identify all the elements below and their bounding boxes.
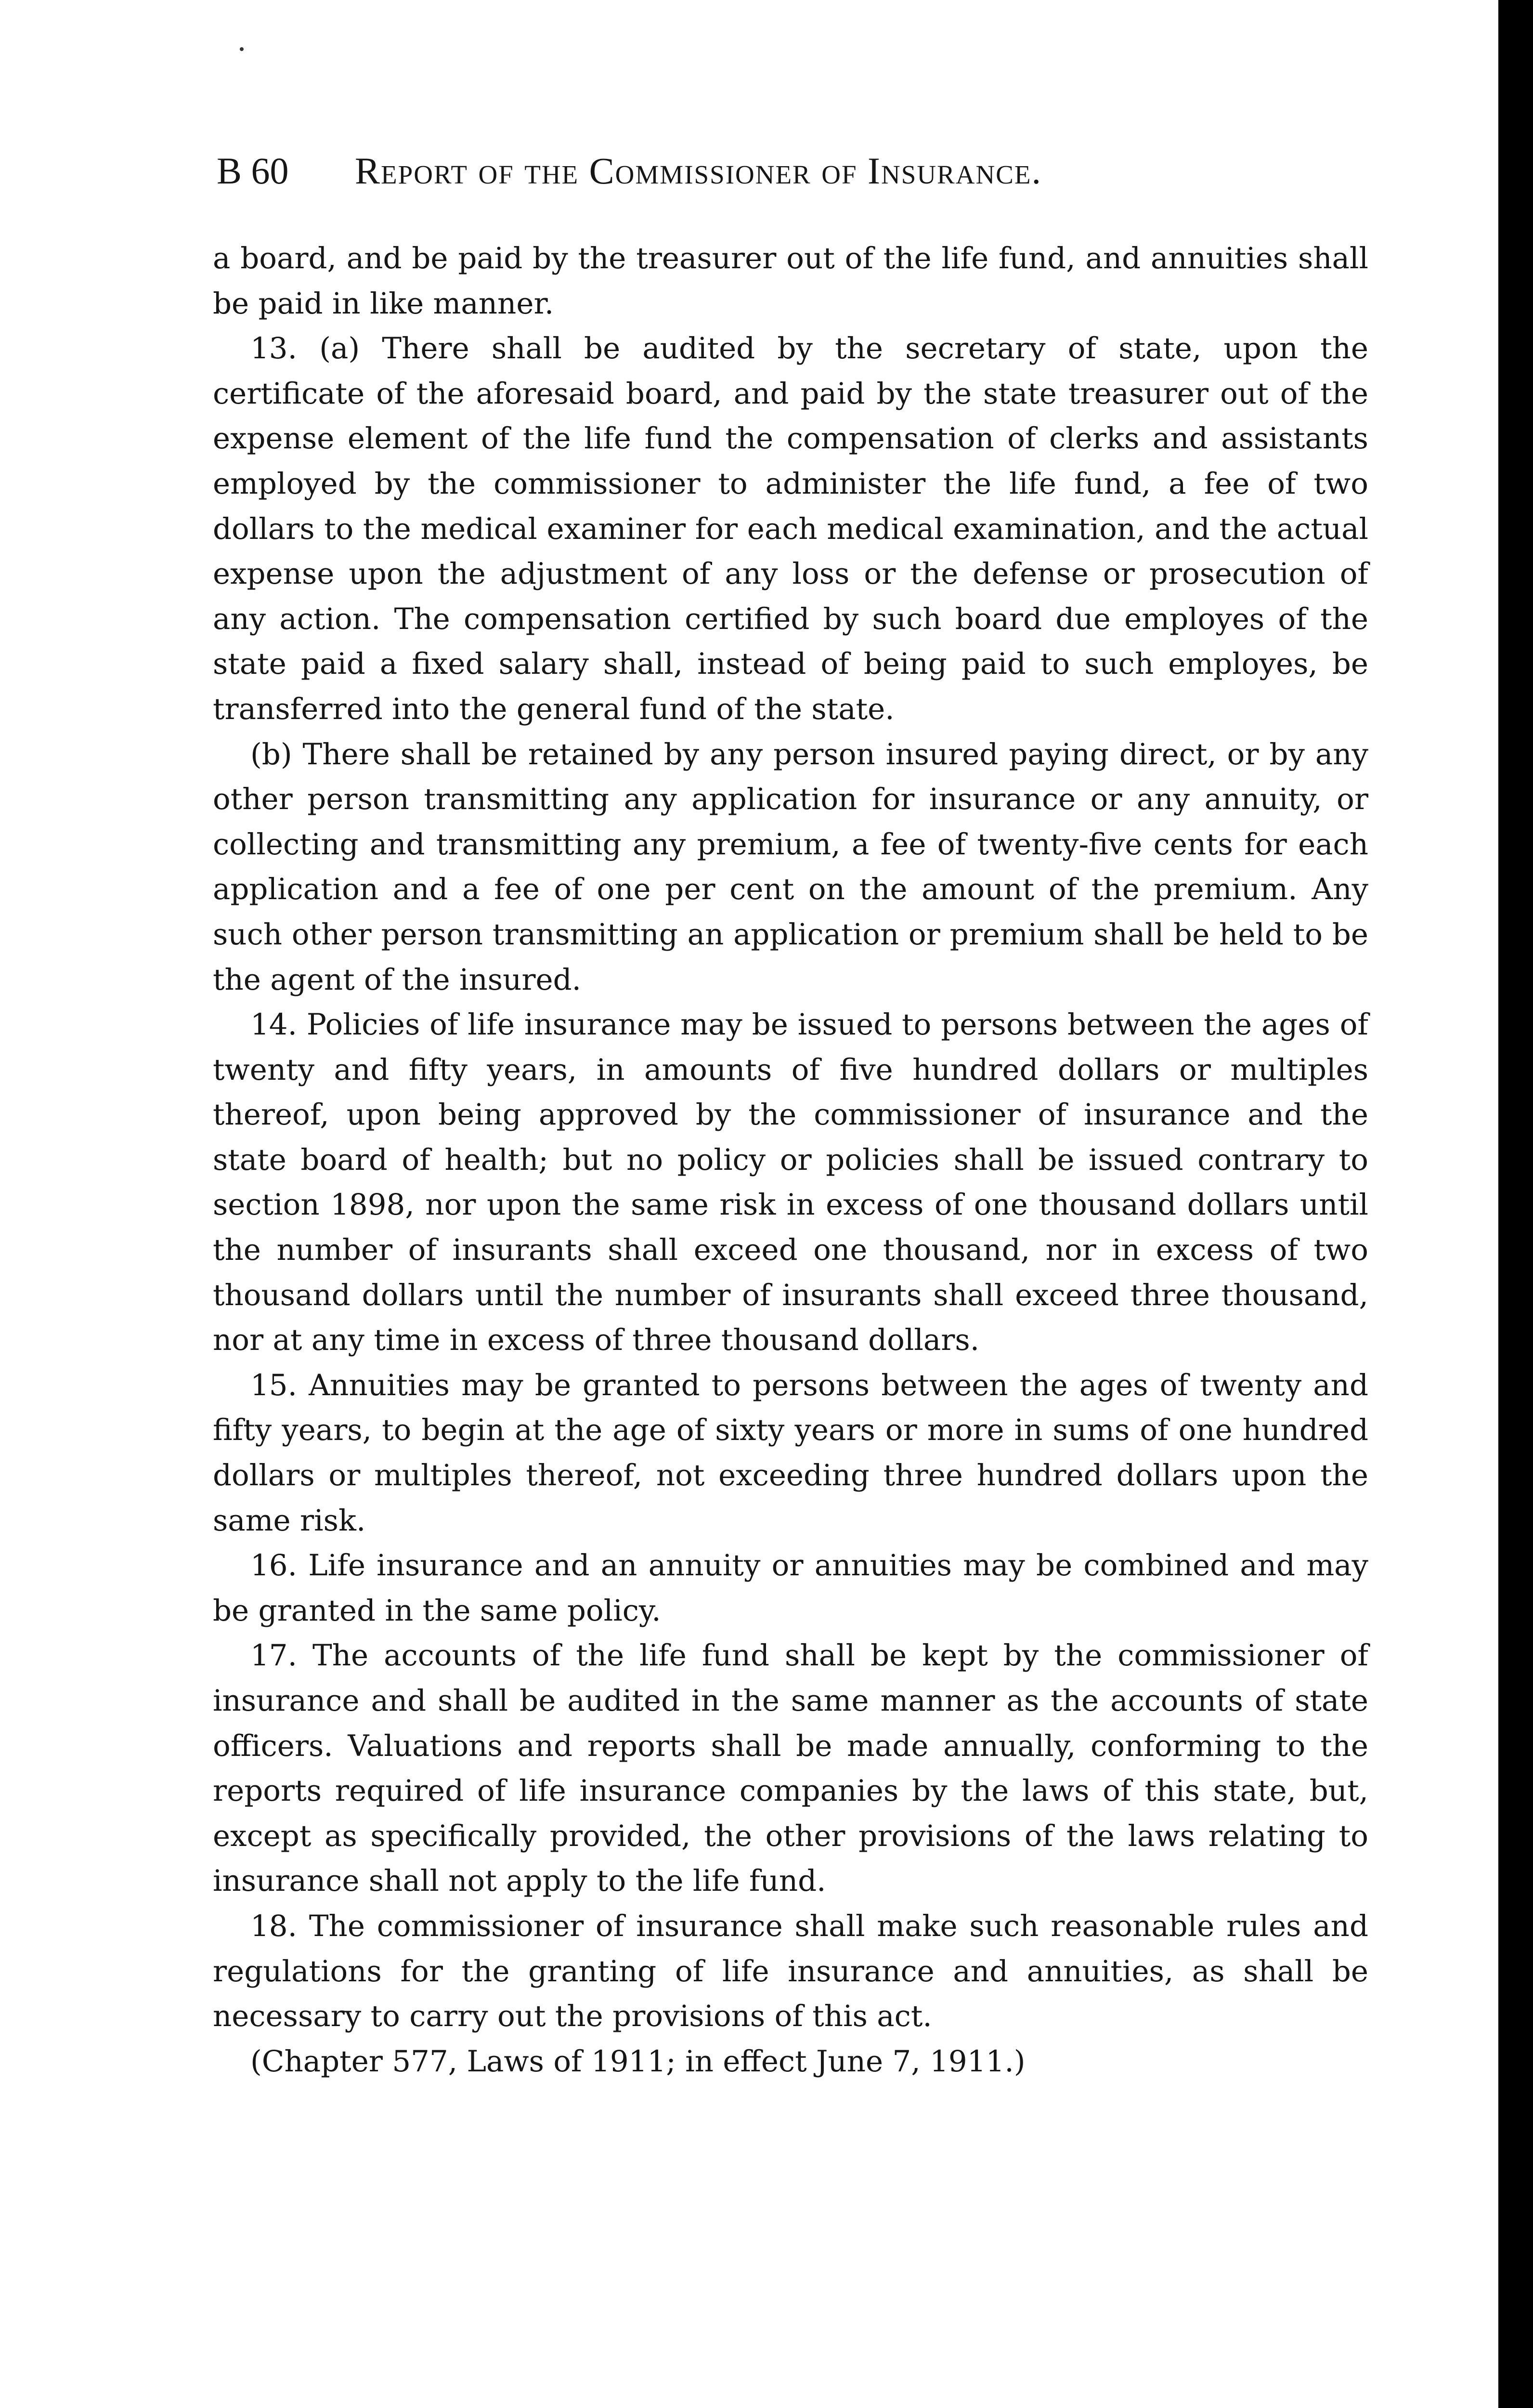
page-number: B 60 [217,150,289,192]
section-16: 16. Life insurance and an annuity or annuities may be combined and may be granted in the same policy. [213,1548,1368,1628]
section-13b: (b) There shall be retained by any person insured paying direct, or by any other person transmitting any application for insurance or any annuity, or collecting and transmitting any premium, a fee of twenty-five cents for each application and a fee of one per cent on the amount of the premium. Any such other person transmitting an application or premium shall be held to be the agent of the insured. [213,737,1368,997]
section-18: 18. The commissioner of insurance shall make such reasonable rules and regulations for the granting of life insurance and annuities, as shall be necessary to carry out the provisions of this act. [213,1909,1368,2034]
scan-border-right [1498,0,1533,2408]
section-15: 15. Annuities may be granted to persons between the ages of twenty and fifty years, to begin at the age of sixty years or more in sums of one hundred dollars or multiples thereof, not exceeding three hundred dollars upon the same risk. [213,1368,1368,1538]
scan-speck [240,47,244,51]
running-title: Report of the Commissioner of Insurance. [355,150,1042,192]
section-17: 17. The accounts of the life fund shall be kept by the commissioner of insurance and shall be audited in the same manner as the accounts of state officers. Valuations and reports shall be made annually, conforming to the reports required of life insurance companies by the laws of this state, but, except as specifically provided, the other provisions of the laws relating to insurance shall not apply to the life fund. [213,1638,1368,1898]
section-14: 14. Policies of life insurance may be issued to persons between the ages of twenty and fifty years, in amounts of five hundred dollars or multiples thereof, upon being approved by the commissioner of insurance and the state board of health; but no policy or policies shall be issued contrary to section 1898, nor upon the same risk in excess of one thousand dollars until the number of insurants shall exceed one thousand, nor in excess of two thousand dollars until the number of insurants shall exceed three thousand, nor at any time in excess of three thousand dollars. [213,1008,1368,1358]
running-header [217,144,1218,197]
citation: (Chapter 577, Laws of 1911; in effect June 7, 1911.) [250,2044,1026,2079]
body-text [213,236,1368,2084]
section-13a: 13. (a) There shall be audited by the secretary of state, upon the certificate of the aforesaid board, and paid by the state treasurer out of the expense element of the life fund the compensation of clerks and assistants employed by the commissioner to administer the life fund, a fee of two dollars to the medical examiner for each medical examination, and the actual expense upon the adjustment of any loss or the defense or prosecution of any action. The compensation certified by such board due employes of the state paid a fixed salary shall, instead of being paid to such employes, be transferred into the general fund of the state. [213,331,1368,726]
paragraph-continuation: a board, and be paid by the treasurer out of the life fund, and annuities shall be paid in like manner. [213,241,1368,321]
